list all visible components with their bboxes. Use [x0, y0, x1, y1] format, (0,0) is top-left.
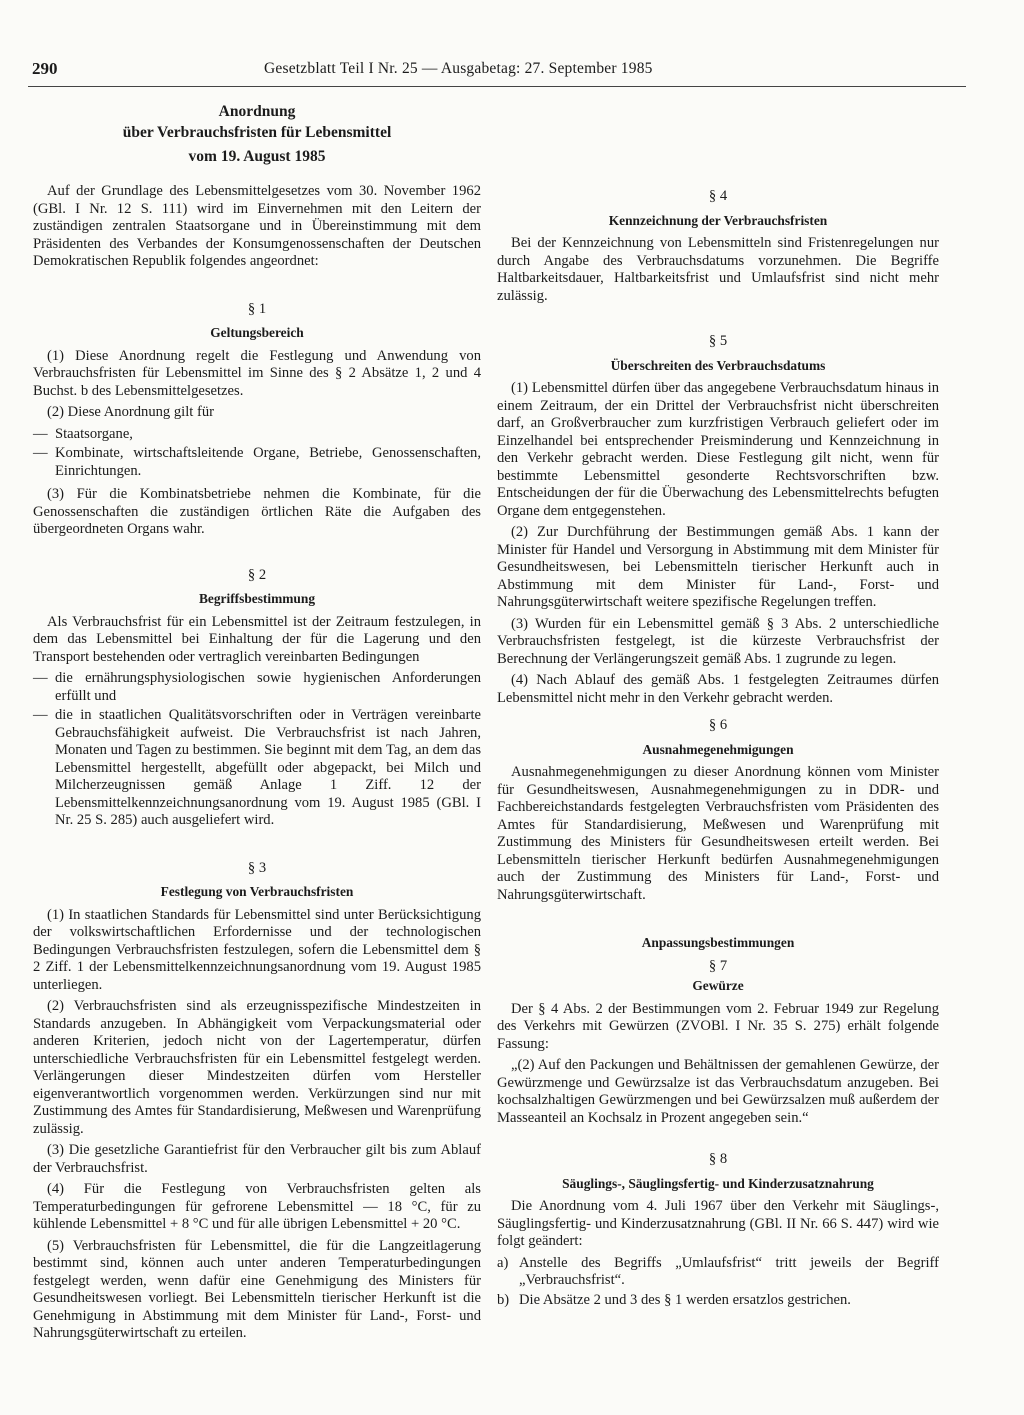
s5-para-2: (2) Zur Durchführung der Bestimmungen gemäß Abs. 1 kann der Minister für Handel und Versorgung in Abstimmung mit dem Minister für Gesundheitswesen, bei Lebensmitteln tierischer Herkunft auch in Abstimmung mit dem Minister für Land-, Forst- und Nahrungsgüterwirtschaft weitere spezifische Regelungen treffen. — [497, 524, 939, 610]
running-head: Gesetzblatt Teil I Nr. 25 — Ausgabetag: 27. September 1985 — [264, 60, 653, 77]
section-7-number: § 7 — [708, 957, 728, 974]
s3-para-4: (4) Für die Festlegung von Verbrauchsfristen gelten als Temperaturbedingungen für gefrorene Lebensmittel — 18 °C, für zu kühlende Lebensmittel + 8 °C und für alle übrigen Lebensmittel + 20 °C. — [33, 1181, 481, 1232]
s1-para-2: (2) Diese Anordnung gilt für — [47, 404, 214, 420]
section-3-title: Festlegung von Verbrauchsfristen — [160, 884, 354, 899]
s4-para-1: Bei der Kennzeichnung von Lebensmitteln sind Fristenregelungen nur durch Angabe des Verbrauchsdatums vorzunehmen. Die Begriffe Haltbarkeitsdauer, Haltbarkeitsfrist und Umlaufsfrist sind nicht mehr zulässig. — [497, 235, 939, 304]
section-8-title: Säuglings-, Säuglingsfertig- und Kinderzusatznahrung — [562, 1175, 874, 1191]
s2-dash-item-1 — [33, 670, 481, 705]
s8-item-a — [497, 1255, 939, 1290]
preamble: Auf der Grundlage des Lebensmittelgesetzes vom 30. November 1962 (GBl. I Nr. 12 S. 111) wird im Einvernehmen mit den Leitern der zuständigen zentralen Staatsorgane und in Übereinstimmung mit dem Präsidenten des Verbandes der Konsumgenossenschaften der Deutschen Demokratischen Republik folgendes angeordnet: — [33, 183, 481, 269]
section-8-number: § 8 — [708, 1151, 728, 1167]
s6-para-1: Ausnahmegenehmigungen zu dieser Anordnung können vom Minister für Gesundheitswesen, Ausnahmegenehmigungen zu in DDR- und Fachbereichstandards festgelegten Verbrauchsfristen vom Präsidenten des Amtes für Standardisierung, Meßwesen und Warenprüfung mit Zustimmung des Ministers für Gesundheitswesen erteilt werden. Bei Lebensmitteln tierischer Herkunft bedürfen Ausnahmegenehmigungen auch der Zustimmung des Ministers für Land-, Forst- und Nahrungsgüterwirtschaft. — [497, 764, 939, 903]
s5-para-4: (4) Nach Ablauf des gemäß Abs. 1 festgelegten Zeitraumes dürfen Lebensmittel nicht mehr in den Verkehr gebracht werden. — [497, 672, 939, 706]
page-header — [28, 60, 1008, 84]
dash-mark: — — [33, 707, 48, 723]
section-6-number: § 6 — [708, 717, 728, 733]
s8-para-1: Die Anordnung vom 4. Juli 1967 über den Verkehr mit Säuglings-, Säuglingsfertig- und Kinderzusatznahrung (GBl. II Nr. 66 S. 447) wird wie folgt geändert: — [497, 1198, 939, 1249]
s7-para-1: Der § 4 Abs. 2 der Bestimmungen vom 2. Februar 1949 zur Regelung des Verkehrs mit Gewürzen (ZVOBl. I Nr. 35 S. 275) erhält folgende Fassung: — [497, 1000, 939, 1052]
item-a-mark: a) — [497, 1254, 509, 1271]
s2-dash-text-2: die in staatlichen Qualitätsvorschriften oder in Verträgen vereinbarte Gebrauchsfähigkeit aufweist. Die Verbrauchsfrist ist nach Jahren, Monaten und Tagen zu bestimmen. Sie beginnt mit dem Tag, an dem das Lebensmittel hergestellt, abgefüllt oder abgepackt, bei Milch und Milcherzeugnissen gemäß Anlage 1 Ziff. 12 der Lebensmittelkennzeichnungsanordnung vom 19. August 1985 (GBl. I Nr. 25 S. 285) auch ausgeliefert wird. — [55, 707, 481, 828]
page-number: 290 — [32, 59, 58, 78]
section-5-title: Überschreiten des Verbrauchsdatums — [610, 357, 826, 373]
section-2-number: § 2 — [247, 566, 267, 583]
s2-para-1: Als Verbrauchsfrist für ein Lebensmittel ist der Zeitraum festzulegen, in dem das Lebensmittel bei Einhaltung der für die Lagerung und den Transport bestehenden oder vertraglich vereinbarten Bedingungen — [33, 613, 481, 665]
section-1-title: Geltungsbereich — [210, 325, 304, 340]
title-line-2: über Verbrauchsfristen für Lebensmittel — [122, 124, 392, 141]
section-4-title: Kennzeichnung der Verbrauchsfristen — [608, 212, 828, 228]
title-line-1: Anordnung — [218, 103, 296, 120]
section-3-number: § 3 — [247, 859, 267, 876]
item-b-mark: b) — [497, 1291, 510, 1308]
right-column — [497, 102, 939, 1311]
s2-dash-item-2 — [33, 707, 481, 830]
s8-item-a-text: Anstelle des Begriffs „Umlaufsfrist“ tritt jeweils der Begriff „Verbrauchsfrist“. — [519, 1254, 939, 1288]
dash-mark: — — [33, 425, 48, 442]
s3-para-3: (3) Die gesetzliche Garantiefrist für den Verbraucher gilt bis zum Ablauf der Verbrauchsfrist. — [33, 1142, 481, 1176]
s1-para-1: (1) Diese Anordnung regelt die Festlegung und Anwendung von Verbrauchsfristen für Lebensmittel im Sinne des § 2 Absätze 1, 2 und 4 Buchst. b des Lebensmittelgesetzes. — [33, 347, 481, 399]
document-title — [33, 102, 481, 167]
section-2-title: Begriffsbestimmung — [198, 591, 316, 606]
left-column — [33, 102, 481, 1347]
s8-item-b — [497, 1292, 939, 1310]
header-rule — [28, 86, 966, 87]
section-1-number: § 1 — [247, 300, 267, 317]
s1-dash-text-1: Staatsorgane, — [55, 425, 133, 442]
dash-mark: — — [33, 445, 48, 461]
section-6-title: Ausnahmegenehmigungen — [642, 741, 794, 757]
s7-para-2: „(2) Auf den Packungen und Behältnissen der gemahlenen Gewürze, der Gewürzmenge und Gewürzsalze ist das Verbrauchsdatum anzugeben. Bei kochsalzhaltigen Gewürzmengen und bei Gewürzsalzen muß außerdem der Masseanteil an Kochsalz in Prozent angegeben sein.“ — [497, 1057, 939, 1126]
section-5-number: § 5 — [708, 333, 728, 349]
s1-dash-text-2: Kombinate, wirtschaftsleitende Organe, Betriebe, Genossenschaften, Einrichtungen. — [55, 445, 481, 479]
title-date: vom 19. August 1985 — [188, 148, 326, 165]
section-7-title: Gewürze — [692, 978, 744, 993]
s5-para-3: (3) Wurden für ein Lebensmittel gemäß § 3 Abs. 2 unterschiedliche Verbrauchsfristen festgelegt, ist die kürzeste Verbrauchsfrist der Berechnung der Verlängerungszeit gemäß Abs. 1 zugrunde zu legen. — [497, 615, 939, 667]
s2-dash-text-1: die ernährungsphysiologischen sowie hygienischen Anforderungen erfüllt und — [55, 670, 481, 704]
section-4-number: § 4 — [708, 188, 728, 204]
s1-dash-item-1 — [33, 426, 481, 444]
dash-mark: — — [33, 670, 48, 686]
s3-para-1: (1) In staatlichen Standards für Lebensmittel sind unter Berücksichtigung der volkswirtschaftlichen Erfordernisse und der technologischen Bedingungen Verbrauchsfristen festzulegen, sofern die Lebensmittel dem § 2 Ziff. 1 der Lebensmittelkennzeichnungsanordnung vom 19. August 1985 unterliegen. — [33, 906, 481, 993]
s8-item-b-text: Die Absätze 2 und 3 des § 1 werden ersatzlos gestrichen. — [519, 1291, 851, 1308]
anpassungsbestimmungen-heading: Anpassungsbestimmungen — [641, 935, 795, 950]
s1-para-3: (3) Für die Kombinatsbetriebe nehmen die Kombinate, für die Genossenschaften die zuständigen örtlichen Räte die Aufgaben des übergeordneten Organs wahr. — [33, 486, 481, 537]
s5-para-1: (1) Lebensmittel dürfen über das angegebene Verbrauchsdatum hinaus in einem Zeitraum, der ein Drittel der Verbrauchsfrist nicht überschreiten darf, an Großverbraucher zum kurzfristigen Verbrauch geliefert oder im Einzelhandel bei entsprechender Preisminderung und Kennzeichnung in den Verkehr gebracht werden. Diese Festlegung gilt nicht, wenn für bestimmte Lebensmittel gesonderte Rechtsvorschriften bzw. Entscheidungen der für die Überwachung des Lebensmittelrechts befugten Organe dem entgegenstehen. — [497, 380, 939, 519]
s3-para-5: (5) Verbrauchsfristen für Lebensmittel, die für die Langzeitlagerung bestimmt sind, können auch unter anderen Temperaturbedingungen festgelegt werden, wenn dafür eine Genehmigung des Ministers für Gesundheitswesen vorliegt. Bei Lebensmitteln tierischer Herkunft ist die Genehmigung in Abstimmung mit dem Minister für Land-, Forst- und Nahrungsgüterwirtschaft zu erteilen. — [33, 1237, 481, 1341]
s1-dash-item-2 — [33, 445, 481, 480]
s3-para-2: (2) Verbrauchsfristen sind als erzeugnisspezifische Mindestzeiten in Standards anzugeben. In Abhängigkeit vom Verpackungsmaterial oder anderen Kriterien, jedoch nicht von der Lagertemperatur, dürfen unterschiedliche Verbrauchsfristen für ein Lebensmittel festgelegt werden. Verlängerungen dieser Mindestzeiten dürfen vom Hersteller eigenverantwortlich vorgenommen werden. Verkürzungen sind nur mit Zustimmung des Amtes für Standardisierung, Meßwesen und Warenprüfung zulässig. — [33, 998, 481, 1137]
